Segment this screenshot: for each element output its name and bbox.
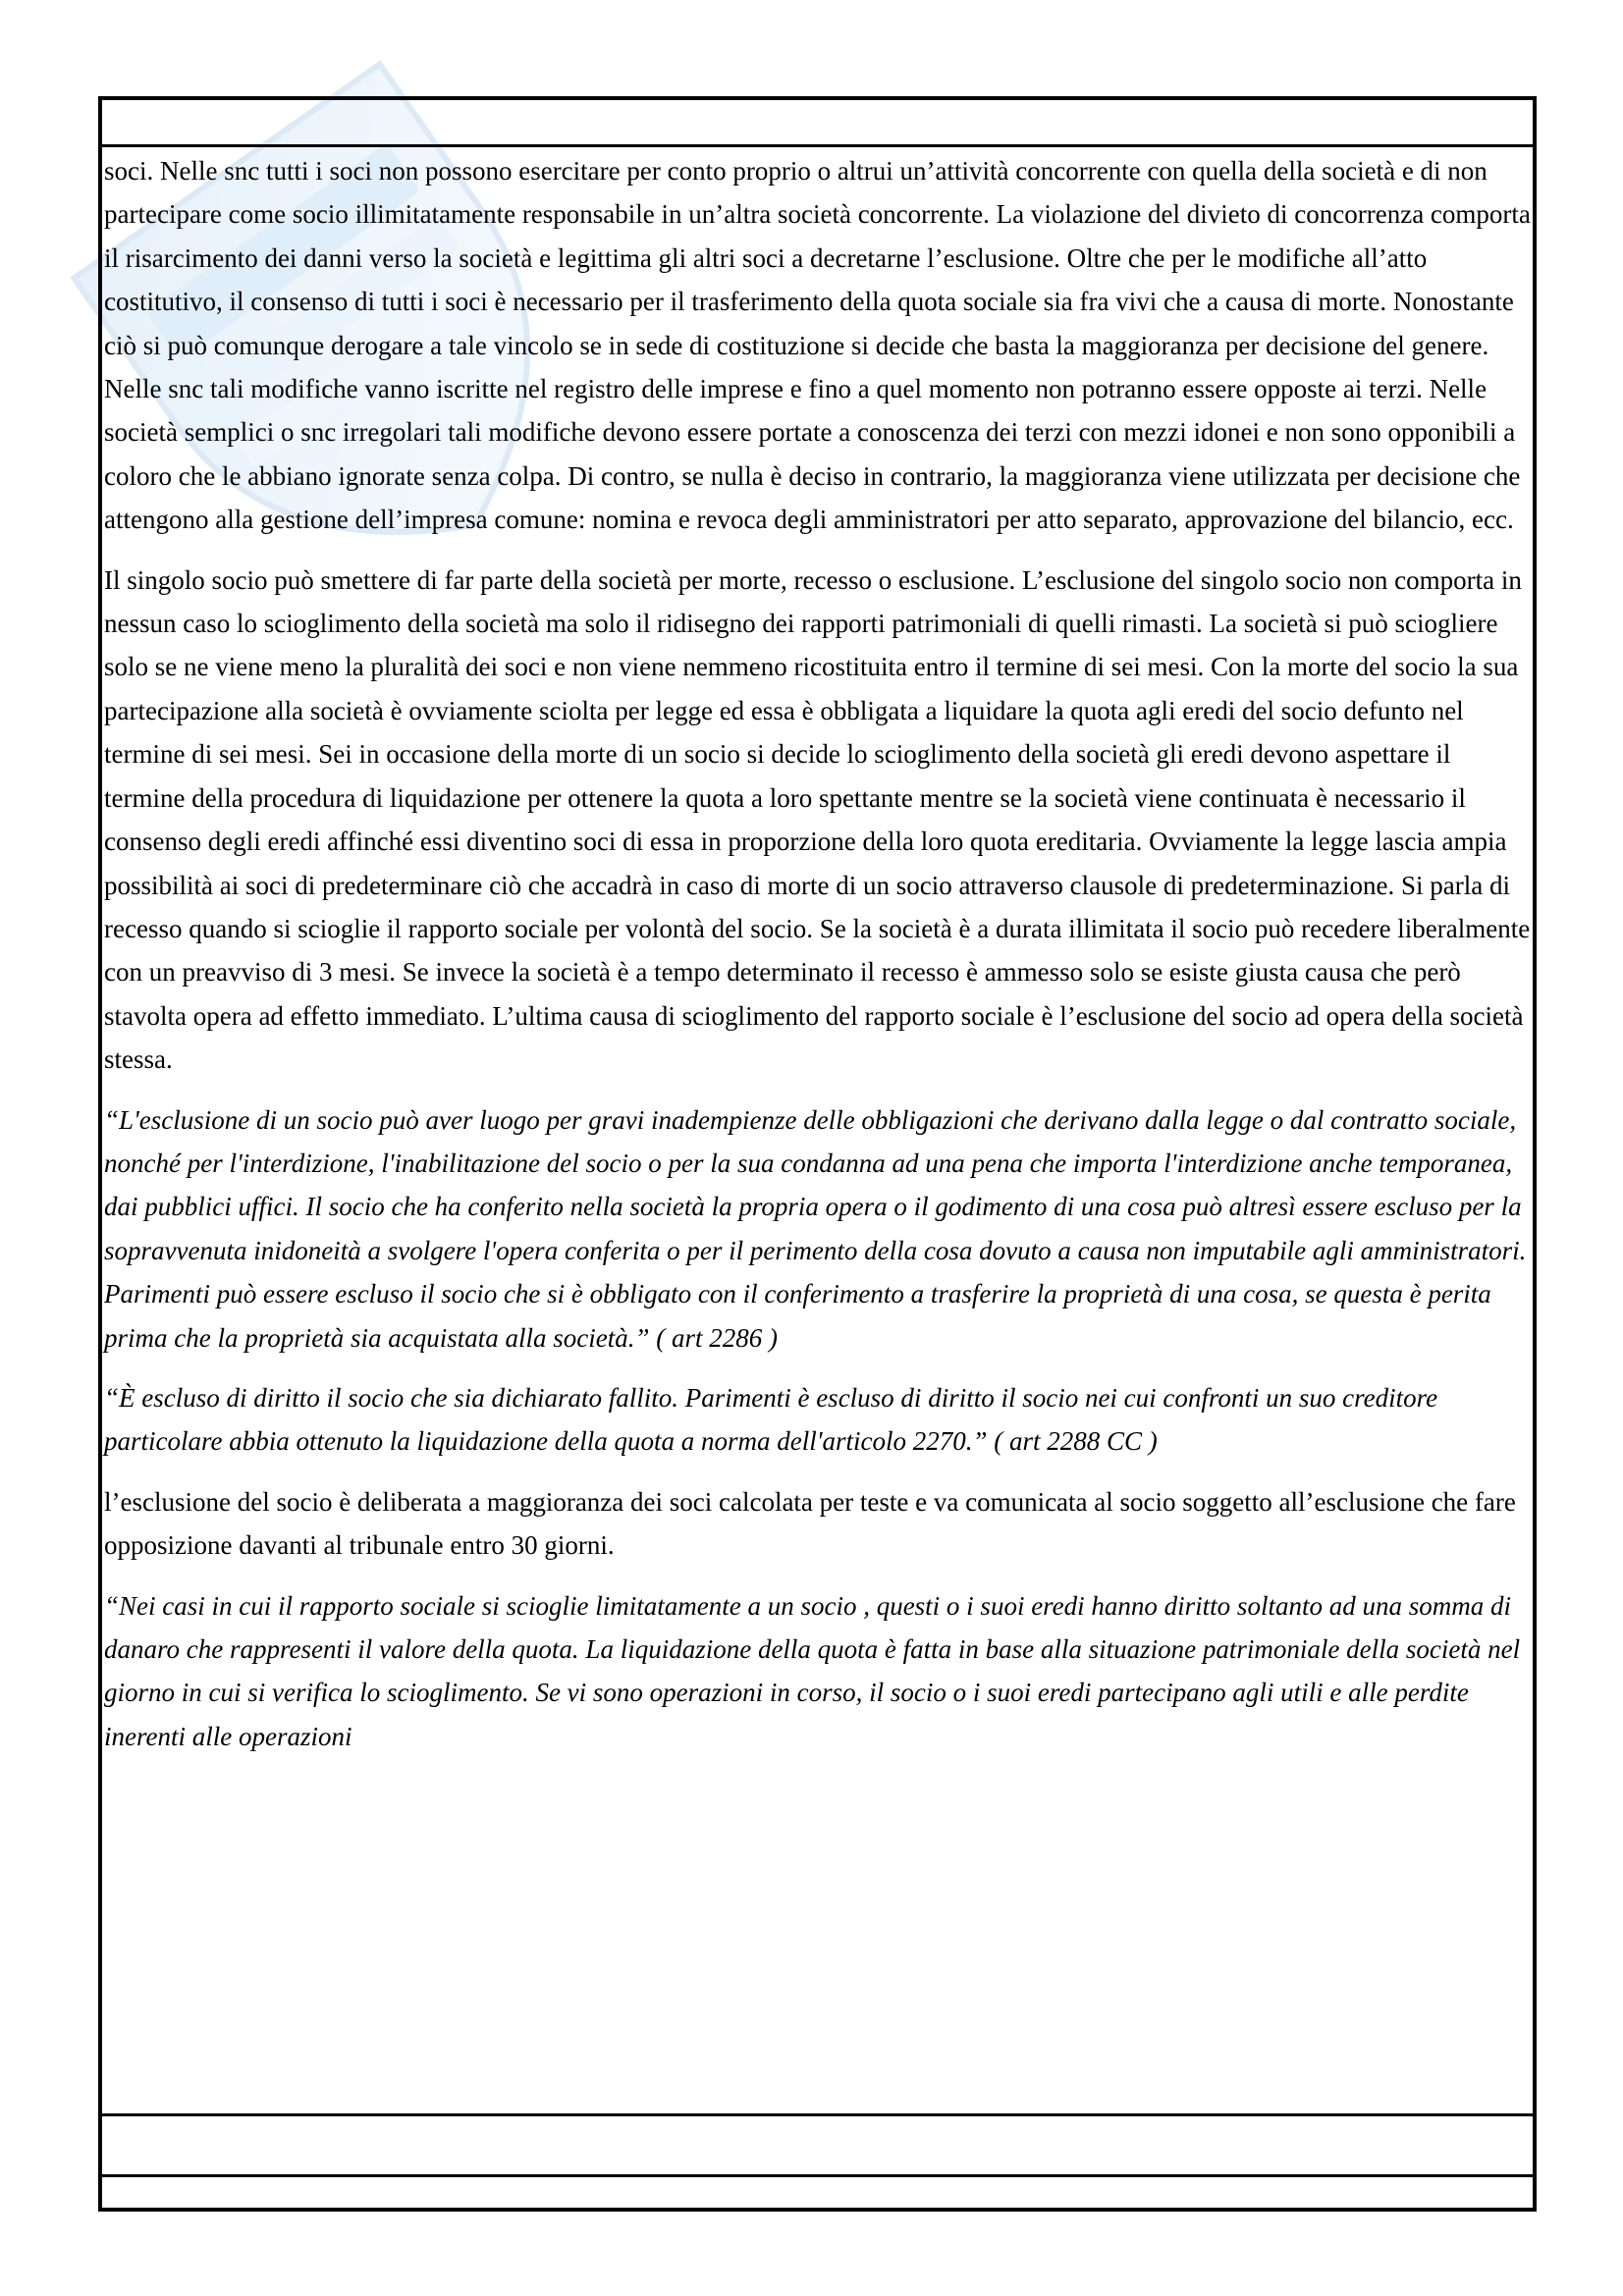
paragraph-1: soci. Nelle snc tutti i soci non possono esercitare per conto proprio o altrui un’attività concorrente con quella della società e di non partecipare come socio illimitatamente responsabile in un’altra società concorrente. La violazione del divieto di concorrenza comporta il risarcimento dei danni verso la società e legittima gli altri soci a decretarne l’esclusione. Oltre che per le modifiche all’atto costitutivo, il consenso di tutti i soci è necessario per il trasferimento della quota sociale sia fra vivi che a causa di morte. Nonostante ciò si può comunque derogare a tale vincolo se in sede di costituzione si decide che basta la maggioranza per decisione del genere. Nelle snc tali modifiche vanno iscritte nel registro delle imprese e fino a quel momento non potranno essere opposte ai terzi. Nelle società semplici o snc irregolari tali modifiche devono essere portate a conoscenza dei terzi con mezzi idonei e non sono opponibili a coloro che le abbiano ignorate senza colpa. Di contro, se nulla è deciso in contrario, la maggioranza viene utilizzata per decisione che attengono alla gestione dell’impresa comune: nomina e revoca degli amministratori per atto separato, approvazione del bilancio, ecc. xyxy=(104,156,1531,535)
quote-art-2286: “L'esclusione di un socio può aver luogo per gravi inadempienze delle obbligazioni che derivano dalla legge o dal contratto sociale, nonché per l'interdizione, l'inabilitazione del socio o per la sua condanna ad una pena che importa l'interdizione anche temporanea, dai pubblici uffici. Il socio che ha conferito nella società la propria opera o il godimento di una cosa può altresì essere escluso per la sopravvenuta inidoneità a svolgere l'opera conferita o per il perimento della cosa dovuto a causa non imputabile agli amministratori. Parimenti può essere escluso il socio che si è obbligato con il conferimento a trasferire la proprietà di una cosa, se questa è perita prima che la proprietà sia acquistata alla società.” ( art 2286 ) xyxy=(104,1104,1527,1353)
paragraph-3: l’esclusione del socio è deliberata a maggioranza dei soci calcolata per teste e va comunicata al socio soggetto all’esclusione che fare opposizione davanti al tribunale entro 30 giorni. xyxy=(104,1486,1516,1561)
footer-divider-bottom xyxy=(102,2174,1533,2177)
quote-liquidazione: “Nei casi in cui il rapporto sociale si scioglie limitatamente a un socio , questi o i suoi eredi hanno diritto soltanto ad una somma di danaro che rappresenti il valore della quota. La liquidazione della quota è fatta in base alla situazione patrimoniale della società nel giorno in cui si verifica lo scioglimento. Se vi sono operazioni in corso, il socio o i suoi eredi partecipano agli utili e alle perdite inerenti alle operazioni xyxy=(104,1590,1521,1751)
paragraph-2: Il singolo socio può smettere di far parte della società per morte, recesso o esclusione. L’esclusione del singolo socio non comporta in nessun caso lo scioglimento della società ma solo il ridisegno dei rapporti patrimoniali di quelli rimasti. La società si può sciogliere solo se ne viene meno la pluralità dei soci e non viene nemmeno ricostituita entro il termine di sei mesi. Con la morte del socio la sua partecipazione alla società è ovviamente sciolta per legge ed essa è obbligata a liquidare la quota agli eredi del socio defunto nel termine di sei mesi. Sei in occasione della morte di un socio si decide lo scioglimento della società gli eredi devono aspettare il termine della procedura di liquidazione per ottenere la quota a loro spettante mentre se la società viene continuata è necessario il consenso degli eredi affinché essi diventino soci di essa in proporzione della loro quota ereditaria. Ovviamente la legge lascia ampia possibilità ai soci di predeterminare ciò che accadrà in caso di morte di un socio attraverso clausole di predeterminazione. Si parla di recesso quando si scioglie il rapporto sociale per volontà del socio. Se la società è a durata illimitata il socio può recedere liberalmente con un preavviso di 3 mesi. Se invece la società è a tempo determinato il recesso è ammesso solo se esiste giusta causa che però stavolta opera ad effetto immediato. L’ultima causa di scioglimento del rapporto sociale è l’esclusione del socio ad opera della società stessa. xyxy=(104,564,1531,1075)
footer-divider-top xyxy=(102,2113,1533,2116)
page-frame xyxy=(98,96,1537,2212)
header-band xyxy=(102,100,1533,147)
quote-art-2288: “È escluso di diritto il socio che sia dichiarato fallito. Parimenti è escluso di diritto il socio nei cui confronti un suo creditore particolare abbia ottenuto la liquidazione della quota a norma dell'articolo 2270.” ( art 2288 CC ) xyxy=(104,1382,1438,1457)
document-body xyxy=(102,149,1537,2112)
